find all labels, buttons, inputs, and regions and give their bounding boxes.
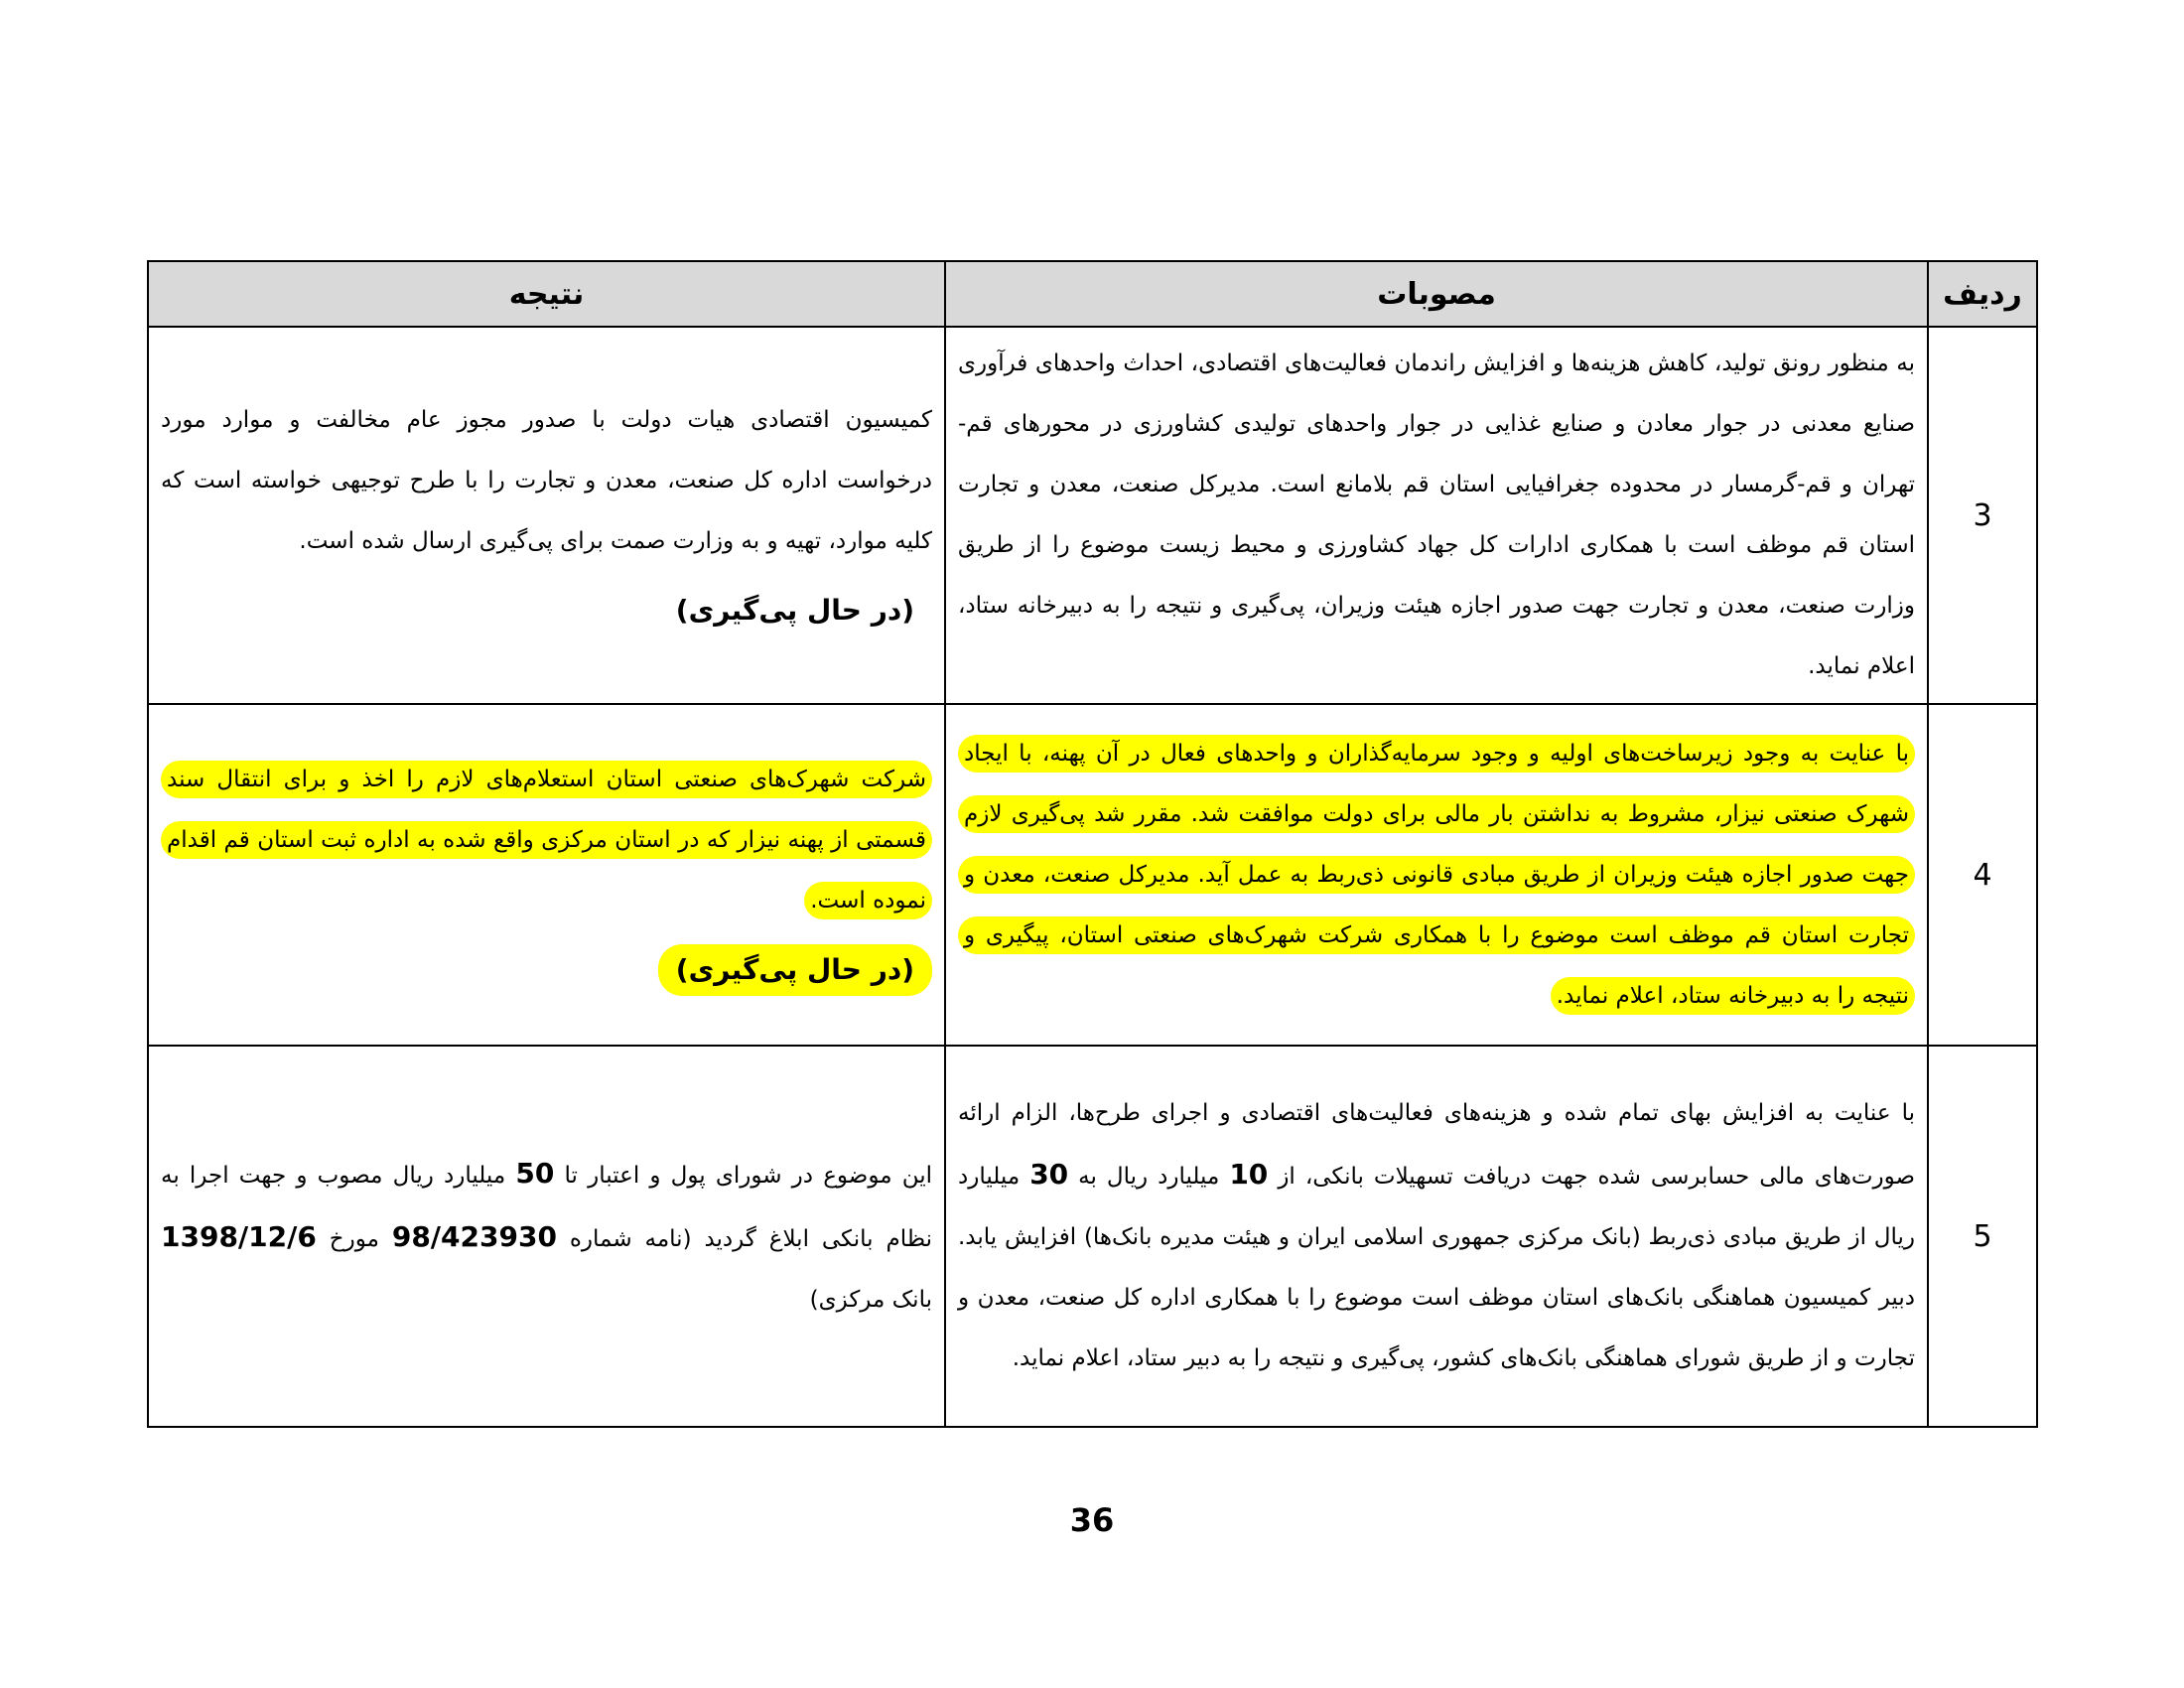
page-number: 36 <box>1069 1501 1115 1539</box>
highlighted-result-text: شرکت شهرک‌های صنعتی استان استعلام‌های لازم را اخذ و برای انتقال سند قسمتی از پهنه نیزار که در استان مرکزی واقع شده به اداره ثبت استان قم اقدام نموده است. <box>161 761 932 919</box>
table-row <box>148 327 2037 704</box>
text-segment: میلیارد ریال از طریق مبادی ذی‌ربط (بانک مرکزی جمهوری اسلامی ایران و هیئت مدیره بانک‌ها) افزایش یابد. دبیر کمیسیون هماهنگی بانک‌های استان موظف است موضوع را با همکاری اداره کل صنعت، معدن و تجارت و از طریق شورای هماهنگی بانک‌های کشور، پی‌گیری و نتیجه را به دبیر ستاد، اعلام نماید. <box>958 1164 1915 1371</box>
result-text: کمیسیون اقتصادی هیات دولت با صدور مجوز عام مخالفت و موارد مورد درخواست اداره کل صنعت، معدن و تجارت را با طرح توجیهی خواسته است که کلیه موارد، تهیه و به وزارت صمت برای پی‌گیری ارسال شده است. <box>161 407 932 554</box>
text-segment: میلیارد ریال مصوب و جهت اجرا به نظام بانکی ابلاغ گردید (نامه شماره <box>161 1162 933 1252</box>
result-text <box>148 1046 945 1427</box>
resolutions-table <box>147 260 2038 1428</box>
status-label <box>161 939 932 1000</box>
amount-number: 10 <box>1229 1158 1269 1191</box>
resolution-text <box>945 1046 1928 1427</box>
resolution-text-cell <box>945 704 1928 1046</box>
row-number: 4 <box>1928 704 2037 1046</box>
row-number: 3 <box>1928 327 2037 704</box>
text-segment: مورخ <box>329 1225 379 1252</box>
text-segment: این موضوع در شورای پول و اعتبار تا <box>564 1162 933 1189</box>
text-segment: با عنایت به افزایش بهای تمام شده و هزینه‌های فعالیت‌های اقتصادی و اجرای طرح‌ها، الزام ارائه صورت‌های مالی حسابرسی شده جهت دریافت تسهیلات بانکی، از <box>958 1100 1916 1190</box>
status-text: (در حال پی‌گیری) <box>675 594 914 627</box>
header-mosavabat: مصوبات <box>945 261 1928 327</box>
table-row <box>148 704 2037 1046</box>
highlighted-status-text: (در حال پی‌گیری) <box>658 944 932 996</box>
table-header-row <box>148 261 2037 327</box>
status-label <box>161 580 932 640</box>
result-cell <box>148 327 945 704</box>
letter-number: 98/423930 <box>391 1219 557 1253</box>
text-segment: میلیارد ریال به <box>1078 1164 1220 1190</box>
resolution-text: به منظور رونق تولید، کاهش هزینه‌ها و افزایش راندمان فعالیت‌های اقتصادی، احداث واحدهای فرآوری صنایع معدنی در جوار معادن و صنایع غذایی در جوار واحدهای تولیدی کشاورزی در محورهای قم- تهران و قم-گرمسار در محدوده جغرافیایی استان قم بلامانع است. مدیرکل صنعت، معدن و تجارت استان قم موظف است با همکاری ادارات کل جهاد کشاورزی و محیط زیست موضوع را از طریق وزارت صنعت، معدن و تجارت جهت صدور اجازه هیئت وزیران، پی‌گیری و نتیجه را به دبیرخانه ستاد، اعلام نماید. <box>945 327 1928 704</box>
text-segment: بانک مرکزی) <box>809 1286 932 1313</box>
amount-number: 50 <box>515 1156 555 1190</box>
result-cell <box>148 704 945 1046</box>
highlighted-resolution-text: با عنایت به وجود زیرساخت‌های اولیه و وجود سرمایه‌گذاران و واحدهای فعال در آن پهنه، با ایجاد شهرک صنعتی نیزار، مشروط به نداشتن بار مالی برای دولت موافقت شد. مقرر شد پی‌گیری لازم جهت صدور اجازه هیئت وزیران از طریق مبادی قانونی ذی‌ربط به عمل آید. مدیرکل صنعت، معدن و تجارت استان قم موظف است موضوع را با همکاری شرکت شهرک‌های صنعتی استان، پیگیری و نتیجه را به دبیرخانه ستاد، اعلام نماید. <box>958 735 1915 1015</box>
row-number: 5 <box>1928 1046 2037 1427</box>
table-row <box>148 1046 2037 1427</box>
amount-number: 30 <box>1029 1158 1069 1191</box>
header-natije: نتیجه <box>148 261 945 327</box>
header-radif: ردیف <box>1928 261 2037 327</box>
letter-date: 1398/12/6 <box>161 1219 317 1253</box>
